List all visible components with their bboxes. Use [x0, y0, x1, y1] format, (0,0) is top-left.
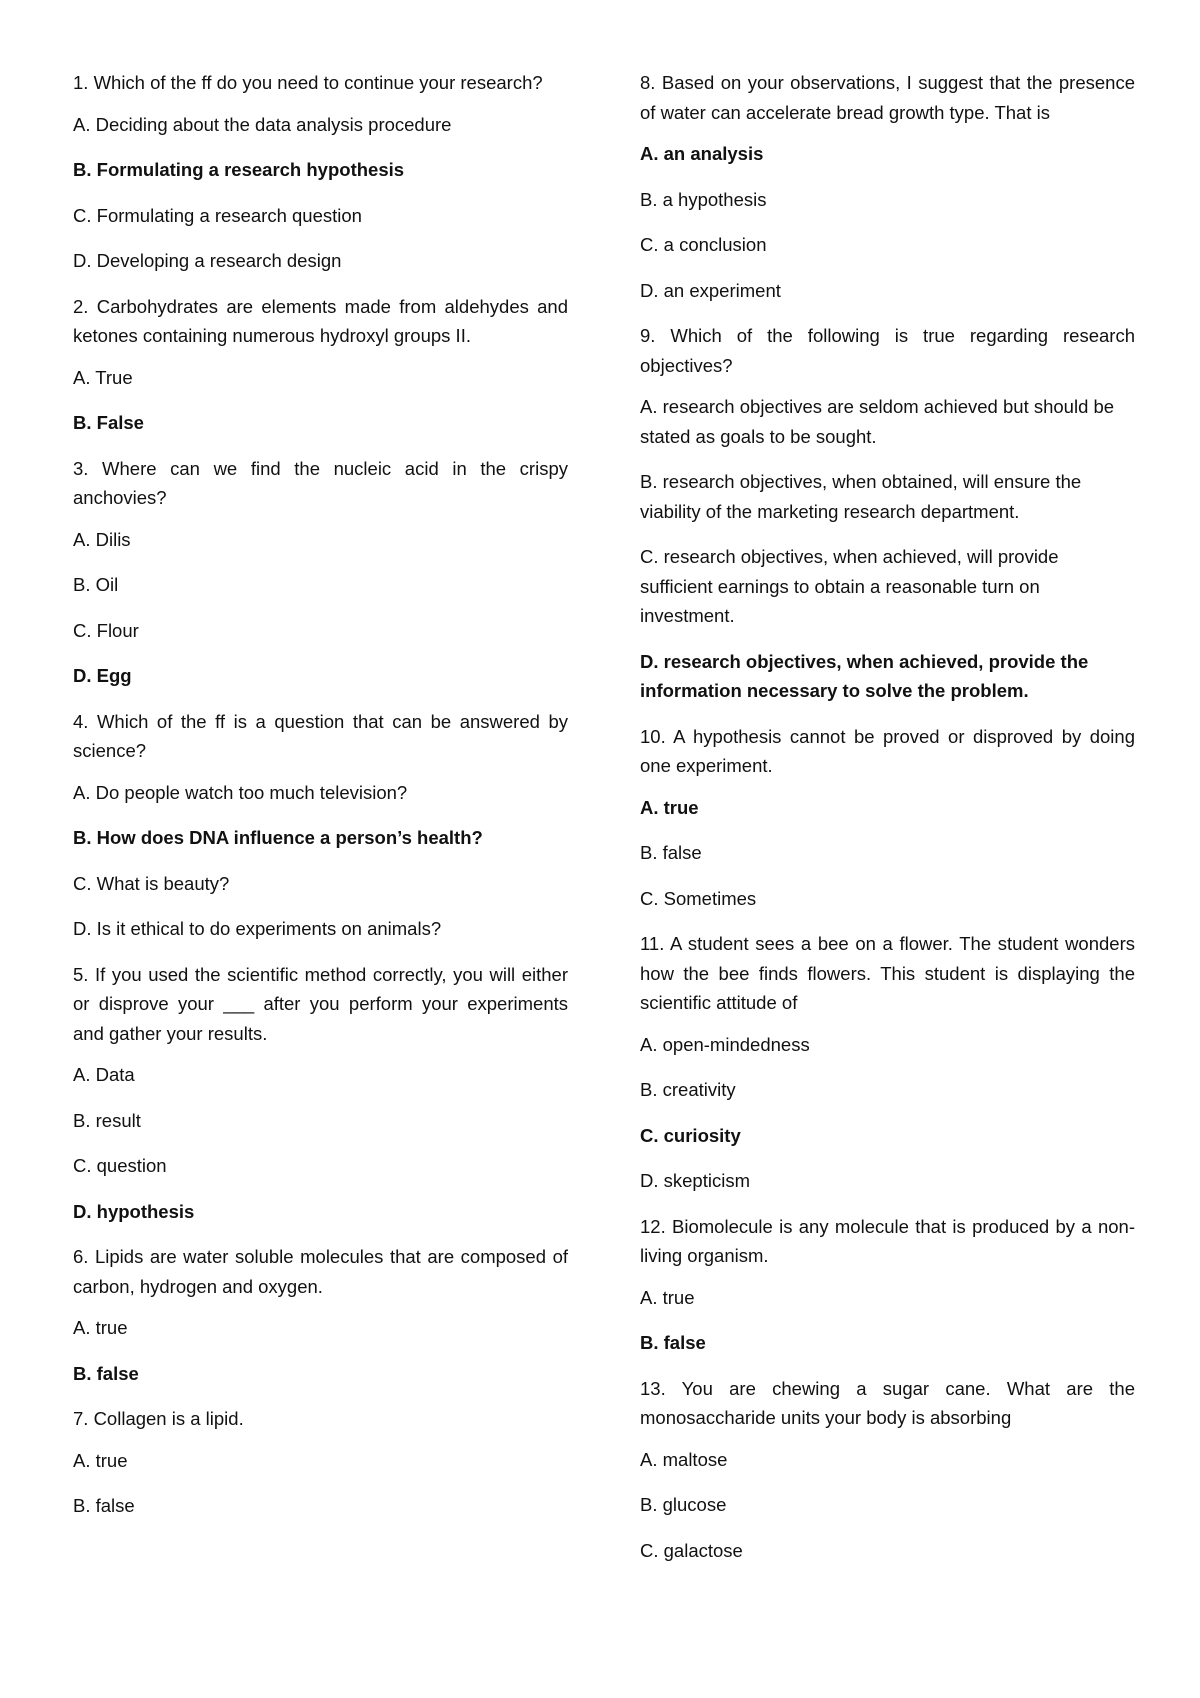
question-text: 6. Lipids are water soluble molecules that are composed of carbon, hydrogen and oxygen.	[73, 1246, 568, 1297]
question-text: 7. Collagen is a lipid.	[73, 1408, 244, 1429]
answer-option: B. research objectives, when obtained, will ensure the viability of the marketing research department.	[640, 471, 1082, 522]
answer-option: B. a hypothesis	[640, 188, 767, 210]
answer-option-marked: B. False	[73, 412, 144, 433]
answer-option: C. Flour	[73, 619, 139, 641]
answer-option: B. false	[640, 842, 702, 863]
answer-option: A. True	[73, 366, 133, 388]
answer-option-marked: D. Egg	[73, 665, 132, 686]
answer-option: C. What is beauty?	[73, 872, 230, 894]
answer-option: A. Dilis	[73, 528, 131, 550]
question-text: 13. You are chewing a sugar cane. What are the monosaccharide units your body is absorbing	[640, 1377, 1135, 1428]
answer-option: C. question	[73, 1155, 167, 1176]
answer-option: C. galactose	[640, 1539, 743, 1561]
answer-option: D. Is it ethical to do experiments on animals?	[73, 918, 442, 939]
right-column	[640, 68, 1135, 1581]
answer-option-marked: D. hypothesis	[73, 1200, 195, 1222]
answer-option: A. open-mindedness	[640, 1033, 810, 1055]
answer-option: B. result	[73, 1109, 141, 1131]
answer-option: A. true	[640, 1286, 695, 1308]
question-text: 4. Which of the ff is a question that can be answered by science?	[73, 710, 568, 761]
answer-option: A. Data	[73, 1064, 135, 1085]
answer-option: A. research objectives are seldom achieved but should be stated as goals to be sought.	[640, 396, 1115, 447]
answer-option-marked: B. false	[73, 1362, 139, 1384]
answer-option: D. an experiment	[640, 279, 781, 301]
question-text: 3. Where can we find the nucleic acid in the crispy anchovies?	[73, 457, 568, 508]
answer-option-marked: A. an analysis	[640, 143, 764, 164]
answer-option: B. false	[73, 1495, 135, 1516]
answer-option: C. a conclusion	[640, 234, 767, 255]
question-text: 8. Based on your observations, I suggest that the presence of water can accelerate bread growth type. That is	[640, 72, 1135, 123]
answer-option: B. Oil	[73, 574, 119, 595]
answer-option: A. true	[73, 1449, 128, 1471]
answer-option: A. maltose	[640, 1448, 728, 1470]
question-text: 5. If you used the scientific method correctly, you will either or disprove your ___ after you perform your experiments and gather your results.	[73, 963, 568, 1044]
question-text: 12. Biomolecule is any molecule that is produced by a non-living organism.	[640, 1215, 1135, 1266]
answer-option: C. Formulating a research question	[73, 204, 362, 226]
answer-option-marked: B. How does DNA influence a person’s health?	[73, 827, 483, 848]
answer-option: D. Developing a research design	[73, 250, 342, 271]
answer-option: B. creativity	[640, 1079, 736, 1100]
answer-option: C. research objectives, when achieved, will provide sufficient earnings to obtain a reasonable turn on investment.	[640, 546, 1059, 626]
answer-option: D. skepticism	[640, 1170, 750, 1191]
answer-option: A. Deciding about the data analysis procedure	[73, 113, 452, 135]
left-column	[73, 68, 568, 1537]
answer-option: B. glucose	[640, 1494, 727, 1515]
question-text: 1. Which of the ff do you need to continue your research?	[73, 72, 543, 93]
question-text: 10. A hypothesis cannot be proved or disproved by doing one experiment.	[640, 725, 1135, 776]
answer-option-marked: D. research objectives, when achieved, provide the information necessary to solve the problem.	[640, 650, 1089, 701]
answer-option-marked: B. false	[640, 1332, 706, 1353]
answer-option: A. true	[73, 1317, 128, 1338]
question-text: 2. Carbohydrates are elements made from aldehydes and ketones containing numerous hydroxyl groups II.	[73, 295, 568, 346]
question-text: 9. Which of the following is true regarding research objectives?	[640, 325, 1135, 376]
question-text: 11. A student sees a bee on a flower. The student wonders how the bee finds flowers. This student is displaying the scientific attitude of	[640, 933, 1135, 1013]
answer-option: A. Do people watch too much television?	[73, 781, 408, 803]
answer-option-marked: B. Formulating a research hypothesis	[73, 159, 405, 180]
answer-option: C. Sometimes	[640, 887, 757, 909]
answer-option-marked: C. curiosity	[640, 1124, 741, 1146]
answer-option-marked: A. true	[640, 796, 699, 818]
